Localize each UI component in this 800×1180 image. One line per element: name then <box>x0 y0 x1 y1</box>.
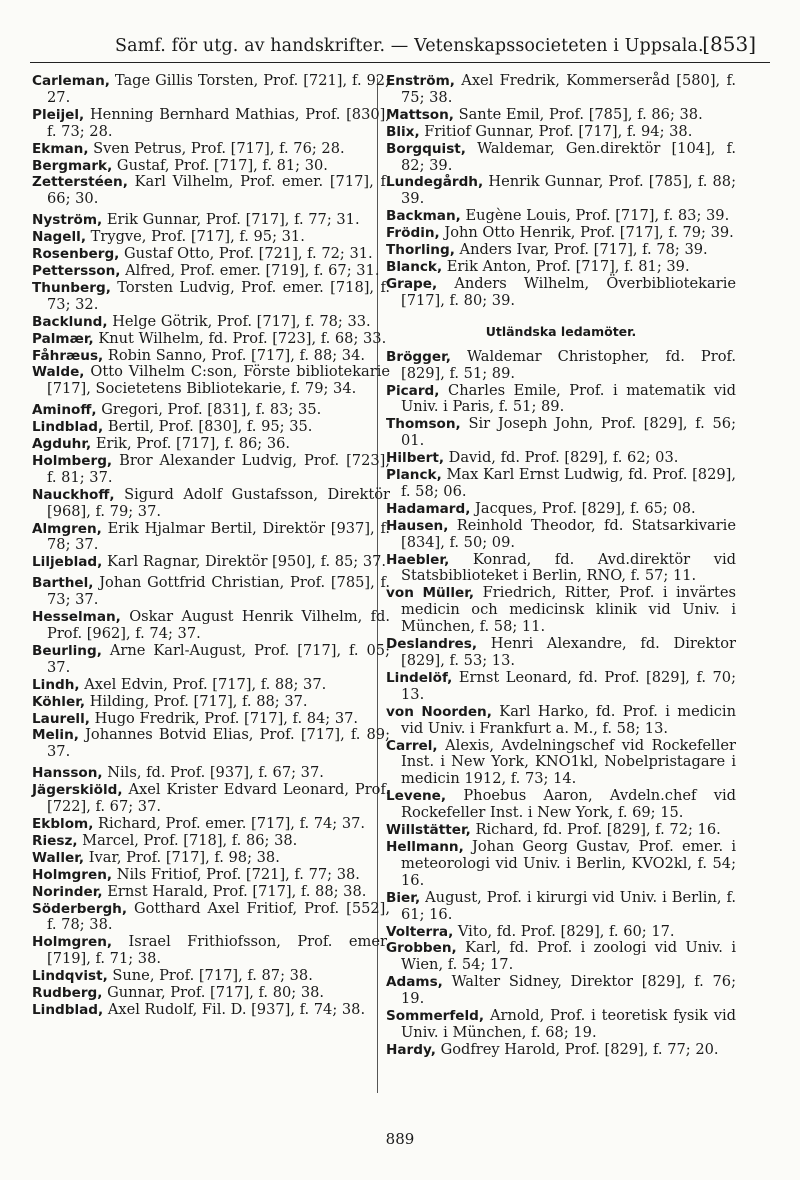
member-details: Karl Ragnar, Direktör [950], f. 85; 37. <box>106 553 387 571</box>
member-entry <box>32 331 390 348</box>
member-entry <box>32 73 390 107</box>
member-name: Melin, <box>32 727 79 744</box>
member-entry <box>386 839 736 890</box>
member-details: Karl Vilhelm, Prof. emer. [717], f. 66; 30. <box>47 173 390 208</box>
member-details: Axel Rudolf, Fil. D. [937], f. 74; 38. <box>107 1000 366 1018</box>
member-entry <box>32 782 390 816</box>
member-entry <box>32 402 390 419</box>
member-name: Enström, <box>386 73 455 89</box>
member-name: Lindh, <box>32 676 80 693</box>
member-name: Lindelöf, <box>386 669 453 686</box>
member-name: Bier, <box>386 889 421 906</box>
member-name: Thunberg, <box>32 279 111 296</box>
member-details: Marcel, Prof. [718], f. 86; 38. <box>82 831 298 849</box>
member-name: Ekman, <box>32 140 89 157</box>
member-details: Johan Georg Gustav, Prof. emer. i meteorologi vid Univ. i Berlin, KVO2kl, f. 54; 16. <box>401 837 737 889</box>
member-name: Zetterstéen, <box>32 174 128 191</box>
member-details: Richard, Prof. emer. [717], f. 74; 37. <box>98 814 366 832</box>
member-name: Hadamard, <box>386 500 471 517</box>
member-details: Sven Petrus, Prof. [717], f. 76; 28. <box>93 139 345 157</box>
member-details: John Otto Henrik, Prof. [717], f. 79; 39. <box>444 224 734 242</box>
member-name: Carrel, <box>386 737 438 754</box>
member-name: Carleman, <box>32 73 110 89</box>
member-details: Israel Frithiofsson, Prof. emer. [719], f. 71; 38. <box>47 933 390 968</box>
member-entry <box>32 816 390 833</box>
member-details: Sir Joseph John, Prof. [829], f. 56; 01. <box>401 415 737 450</box>
member-details: Henning Bernhard Mathias, Prof. [830], f. 73; 28. <box>47 105 390 140</box>
member-name: Backman, <box>386 208 461 225</box>
member-details: Sante Emil, Prof. [785], f. 86; 38. <box>458 105 703 123</box>
member-entry <box>386 242 736 259</box>
member-entry <box>32 765 390 782</box>
member-entry <box>32 575 390 609</box>
member-details: Hilding, Prof. [717], f. 88; 37. <box>89 692 308 710</box>
member-entry <box>32 850 390 867</box>
member-details: Karl, fd. Prof. i zoologi vid Univ. i Wien, f. 54; 17. <box>401 939 736 974</box>
member-name: Pettersson, <box>32 262 121 279</box>
member-name: von Müller, <box>386 585 475 602</box>
member-details: Jacques, Prof. [829], f. 65; 08. <box>475 499 696 517</box>
member-details: Alfred, Prof. emer. [719], f. 67; 31. <box>125 261 380 279</box>
member-entry <box>32 107 390 141</box>
member-entry <box>32 867 390 884</box>
member-name: Hilbert, <box>386 450 445 467</box>
member-details: Helge Götrik, Prof. [717], f. 78; 33. <box>112 312 371 330</box>
member-details: Erik Gunnar, Prof. [717], f. 77; 31. <box>106 211 360 229</box>
member-details: Knut Wilhelm, fd. Prof. [723], f. 68; 33. <box>98 329 387 347</box>
member-entry <box>32 694 390 711</box>
member-name: Frödin, <box>386 225 440 242</box>
member-name: Norinder, <box>32 883 103 900</box>
member-entry <box>386 788 736 822</box>
member-entry <box>386 450 736 467</box>
member-name: Lundegårdh, <box>386 174 484 191</box>
member-name: Holmgren, <box>32 866 113 883</box>
page-number: 889 <box>385 1130 415 1148</box>
member-details: Bror Alexander Ludvig, Prof. [723], f. 81; 37. <box>47 451 390 486</box>
member-details: Axel Edvin, Prof. [717], f. 88; 37. <box>84 675 327 693</box>
member-entry <box>32 727 390 761</box>
member-details: Trygve, Prof. [717], f. 95; 31. <box>90 228 305 246</box>
member-name: Deslandres, <box>386 636 478 653</box>
member-entry <box>32 314 390 331</box>
member-details: Bertil, Prof. [830], f. 95; 35. <box>107 418 313 436</box>
member-name: Planck, <box>386 467 442 484</box>
member-entry <box>386 670 736 704</box>
member-name: Liljeblad, <box>32 554 103 571</box>
member-entry <box>32 521 390 555</box>
swedish-members-continued <box>386 73 736 310</box>
member-details: Erik Hjalmar Bertil, Direktör [937], f. 78; 37. <box>47 519 390 554</box>
member-details: Godfrey Harold, Prof. [829], f. 77; 20. <box>440 1040 719 1058</box>
member-details: Reinhold Theodor, fd. Statsarkivarie [834], f. 50; 09. <box>401 516 736 551</box>
member-name: Lindblad, <box>32 419 104 436</box>
member-entry <box>32 348 390 365</box>
member-entry <box>386 822 736 839</box>
member-details: David, fd. Prof. [829], f. 62; 03. <box>448 449 679 467</box>
member-name: Blanck, <box>386 258 443 275</box>
member-name: Hardy, <box>386 1041 436 1058</box>
member-name: Hellmann, <box>386 838 464 855</box>
member-details: Johan Gottfrid Christian, Prof. [785], f. 73; 37. <box>47 574 390 609</box>
member-details: Gustaf Otto, Prof. [721], f. 72; 31. <box>124 245 373 263</box>
member-details: Henri Alexandre, fd. Direktor [829], f. 53; 13. <box>401 635 736 669</box>
member-entry <box>32 364 390 398</box>
member-name: Barthel, <box>32 575 94 592</box>
member-name: Nauckhoff, <box>32 486 115 503</box>
member-entry <box>386 208 736 225</box>
member-name: Rosenberg, <box>32 246 120 263</box>
member-name: Almgren, <box>32 520 102 537</box>
member-details: Axel Krister Edvard Leonard, Prof. [722], f. 67; 37. <box>47 781 390 816</box>
member-name: Blix, <box>386 123 420 140</box>
member-details: Konrad, fd. Avd.direktör vid Statsbiblioteket i Berlin, RNO, f. 57; 11. <box>401 550 736 585</box>
member-entry <box>386 940 736 974</box>
member-entry <box>32 487 390 521</box>
member-entry <box>32 141 390 158</box>
member-entry <box>32 229 390 246</box>
member-entry <box>386 276 736 310</box>
member-entry <box>386 890 736 924</box>
member-details: Max Karl Ernst Ludwig, fd. Prof. [829], f. 58; 06. <box>401 466 736 500</box>
member-name: Thomson, <box>386 416 461 433</box>
member-name: Lindblad, <box>32 1001 104 1018</box>
member-name: Bergmark, <box>32 157 113 174</box>
member-details: Nils Fritiof, Prof. [721], f. 77; 38. <box>116 865 360 883</box>
member-details: Nils, fd. Prof. [937], f. 67; 37. <box>107 764 324 782</box>
member-details: Eugène Louis, Prof. [717], f. 83; 39. <box>465 207 730 225</box>
member-name: Waller, <box>32 849 85 866</box>
member-details: Gotthard Axel Fritiof, Prof. [552], f. 78; 38. <box>47 899 391 934</box>
member-details: Gregori, Prof. [831], f. 83; 35. <box>101 401 322 419</box>
member-details: Anders Wilhelm, Överbibliotekarie [717], f. 80; 39. <box>401 274 737 309</box>
member-entry <box>32 158 390 175</box>
member-name: Borgquist, <box>386 140 466 157</box>
member-name: Fåhræus, <box>32 347 104 364</box>
member-entry <box>386 518 736 552</box>
member-entry <box>386 585 736 636</box>
member-name: Rudberg, <box>32 985 103 1002</box>
member-details: Gustaf, Prof. [717], f. 81; 30. <box>116 156 328 174</box>
member-entry <box>32 280 390 314</box>
member-entry <box>32 174 390 208</box>
member-details: Sune, Prof. [717], f. 87; 38. <box>112 967 313 985</box>
right-column <box>386 73 736 1059</box>
member-entry <box>32 833 390 850</box>
member-entry <box>386 383 736 417</box>
member-name: Hansson, <box>32 765 103 782</box>
member-entry <box>386 73 736 107</box>
member-details: Ernst Leonard, fd. Prof. [829], f. 70; 13. <box>401 668 736 703</box>
member-entry <box>386 552 736 586</box>
member-details: Vito, fd. Prof. [829], f. 60; 17. <box>457 922 675 940</box>
member-entry <box>32 453 390 487</box>
member-name: Ekblom, <box>32 815 94 832</box>
member-name: von Noorden, <box>386 703 492 720</box>
member-name: Haebler, <box>386 551 450 568</box>
member-name: Volterra, <box>386 923 454 940</box>
member-entry <box>32 212 390 229</box>
member-details: Torsten Ludvig, Prof. emer. [718], f. 73; 32. <box>47 278 390 313</box>
member-name: Mattson, <box>386 106 454 123</box>
member-name: Palmær, <box>32 330 94 347</box>
member-details: Waldemar Christopher, fd. Prof. [829], f. 51; 89. <box>401 347 737 382</box>
running-head: Samf. för utg. av handskrifter. — Vetenskapssocieteten i Uppsala. <box>115 36 704 56</box>
foreign-members-list <box>386 349 736 1059</box>
member-name: Beurling, <box>32 642 102 659</box>
member-name: Picard, <box>386 382 440 399</box>
member-entry <box>386 174 736 208</box>
member-entry <box>386 124 736 141</box>
member-details: Waldemar, Gen.direktör [104], f. 82; 39. <box>401 139 737 174</box>
member-details: Henrik Gunnar, Prof. [785], f. 88; 39. <box>401 173 737 208</box>
member-entry <box>32 968 390 985</box>
member-details: Axel Fredrik, Kommerseråd [580], f. 75; 38. <box>401 72 737 106</box>
member-entry <box>386 704 736 738</box>
member-entry <box>32 985 390 1002</box>
member-name: Hausen, <box>386 517 449 534</box>
member-entry <box>32 246 390 263</box>
member-details: Alexis, Avdelningschef vid Rockefeller Inst. i New York, KNO1kl, Nobelpristagare i medicin 1912, f. 73; 14. <box>401 736 736 788</box>
section-title-foreign-members: Utländska ledamöter. <box>485 323 637 339</box>
member-name: Willstätter, <box>386 822 471 839</box>
member-name: Laurell, <box>32 710 90 727</box>
member-entry <box>386 1042 736 1059</box>
member-entry <box>32 711 390 728</box>
member-name: Brögger, <box>386 348 451 365</box>
member-details: August, Prof. i kirurgi vid Univ. i Berlin, f. 61; 16. <box>401 888 737 923</box>
member-entry <box>32 934 390 968</box>
page-header <box>30 32 770 63</box>
member-details: Arnold, Prof. i teoretisk fysik vid Univ. i München, f. 68; 19. <box>401 1007 736 1041</box>
member-details: Walter Sidney, Direktor [829], f. 76; 19. <box>401 973 737 1008</box>
member-name: Grape, <box>386 275 438 292</box>
left-column <box>32 73 390 1019</box>
member-entry <box>386 501 736 518</box>
member-name: Backlund, <box>32 313 108 330</box>
member-name: Lindqvist, <box>32 968 108 985</box>
member-name: Levene, <box>386 788 447 805</box>
member-details: Gunnar, Prof. [717], f. 80; 38. <box>107 984 325 1002</box>
member-name: Hesselman, <box>32 609 121 626</box>
member-entry <box>32 1002 390 1019</box>
member-entry <box>386 141 736 175</box>
member-details: Arne Karl-August, Prof. [717], f. 05; 37. <box>47 641 391 676</box>
member-details: Fritiof Gunnar, Prof. [717], f. 94; 38. <box>424 122 693 140</box>
member-details: Phoebus Aaron, Avdeln.chef vid Rockefeller Inst. i New York, f. 69; 15. <box>401 787 736 822</box>
member-name: Agduhr, <box>32 436 92 453</box>
member-name: Sommerfeld, <box>386 1008 485 1025</box>
member-entry <box>32 263 390 280</box>
member-entry <box>386 974 736 1008</box>
member-details: Otto Vilhelm C:son, Förste bibliotekarie [717], Societetens Bibliotekarie, f. 79; 34. <box>47 363 391 398</box>
member-name: Adams, <box>386 974 443 991</box>
member-entry <box>32 609 390 643</box>
member-entry <box>32 677 390 694</box>
member-entry <box>386 225 736 242</box>
member-entry <box>386 349 736 383</box>
member-name: Riesz, <box>32 832 78 849</box>
member-entry <box>386 107 736 124</box>
member-entry <box>32 643 390 677</box>
member-details: Tage Gillis Torsten, Prof. [721], f. 92; 27. <box>47 72 391 106</box>
member-name: Grobben, <box>386 940 457 957</box>
member-entry <box>386 924 736 941</box>
member-entry <box>32 436 390 453</box>
member-entry <box>32 554 390 571</box>
member-entry <box>386 416 736 450</box>
member-name: Köhler, <box>32 693 86 710</box>
member-name: Holmberg, <box>32 452 113 469</box>
member-details: Ernst Harald, Prof. [717], f. 88; 38. <box>107 882 367 900</box>
member-details: Oskar August Henrik Vilhelm, fd. Prof. [962], f. 74; 37. <box>47 608 390 642</box>
member-name: Walde, <box>32 364 85 381</box>
member-entry <box>386 467 736 501</box>
member-name: Jägerskiöld, <box>32 782 123 799</box>
member-entry <box>32 419 390 436</box>
member-details: Johannes Botvid Elias, Prof. [717], f. 89; 37. <box>47 726 390 761</box>
member-entry <box>386 738 736 789</box>
member-details: Anders Ivar, Prof. [717], f. 78; 39. <box>459 241 708 259</box>
page-reference: [853] <box>702 32 756 56</box>
member-entry <box>386 259 736 276</box>
member-name: Nyström, <box>32 212 103 229</box>
member-entry <box>386 1008 736 1042</box>
member-entry <box>386 636 736 670</box>
member-name: Pleijel, <box>32 106 85 123</box>
member-details: Erik Anton, Prof. [717], f. 81; 39. <box>446 257 690 275</box>
member-details: Friedrich, Ritter, Prof. i invärtes medicin och medicinsk klinik vid Univ. i München, f. 58; 11. <box>401 584 736 636</box>
member-name: Thorling, <box>386 242 455 259</box>
member-details: Robin Sanno, Prof. [717], f. 88; 34. <box>107 346 366 364</box>
member-name: Holmgren, <box>32 934 113 951</box>
member-details: Ivar, Prof. [717], f. 98; 38. <box>88 848 280 866</box>
member-entry <box>32 884 390 901</box>
member-details: Charles Emile, Prof. i matematik vid Univ. i Paris, f. 51; 89. <box>401 381 737 416</box>
member-details: Erik, Prof. [717], f. 86; 36. <box>95 435 291 453</box>
member-name: Nagell, <box>32 229 86 246</box>
member-details: Karl Harko, fd. Prof. i medicin vid Univ. i Frankfurt a. M., f. 58; 13. <box>401 702 736 737</box>
member-details: Hugo Fredrik, Prof. [717], f. 84; 37. <box>94 709 359 727</box>
member-entry <box>32 901 390 935</box>
member-details: Richard, fd. Prof. [829], f. 72; 16. <box>475 821 721 839</box>
member-details: Sigurd Adolf Gustafsson, Direktör [968], f. 79; 37. <box>47 485 390 520</box>
member-name: Aminoff, <box>32 402 97 419</box>
member-name: Söderbergh, <box>32 900 128 917</box>
